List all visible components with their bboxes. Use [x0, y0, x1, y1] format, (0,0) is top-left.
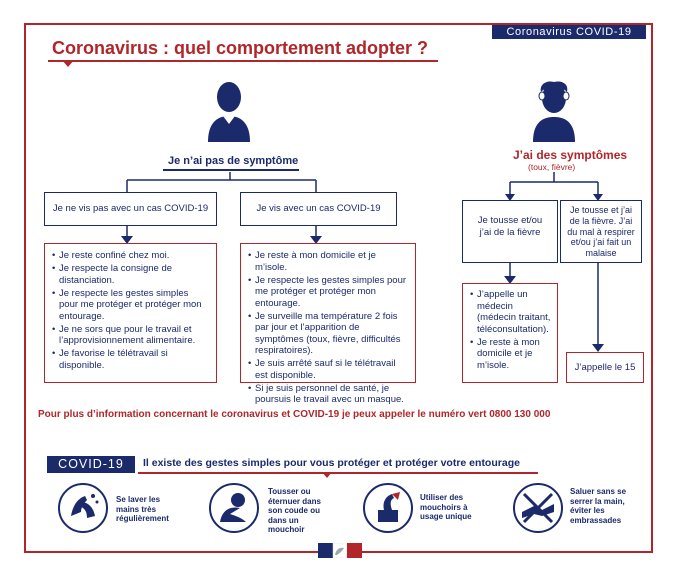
- list-item: • Je reste à mon domicile et je m’isole.: [255, 250, 409, 273]
- call-15-box: J’appelle le 15: [566, 352, 644, 383]
- actions-cough-fever: [462, 283, 558, 383]
- gesture-text: Utiliser des mouchoirs à usage unique: [420, 493, 472, 521]
- list-item: • Je ne sors que pour le travail et l’approvisionnement alimentaire.: [59, 324, 210, 347]
- hand-washing-icon: [57, 482, 109, 534]
- tissue-icon: [362, 482, 414, 534]
- list-item: • Je respecte les gestes simples pour me protéger et protéger mon entourage.: [59, 288, 210, 323]
- gesture-text: Saluer sans se serrer la main, éviter les embrassades: [570, 487, 627, 525]
- gesture-text: Se laver les mains très régulièrement: [116, 495, 169, 523]
- list-item: • Je favorise le télétravail si disponible.: [59, 348, 210, 371]
- republique-francaise-logo: [318, 543, 362, 558]
- actions-no-contact: [44, 243, 217, 383]
- no-symptom-heading: Je n’ai pas de symptôme: [168, 155, 299, 167]
- list-item: • Je surveille ma température 2 fois par jour et l’apparition de symptômes (toux, fièvre, difficultés respiratoires).: [255, 311, 409, 357]
- no-symptom-underline: [163, 169, 299, 171]
- symptom-subheading: (toux, fièvre): [528, 162, 576, 172]
- no-handshake-icon: [512, 482, 564, 534]
- list-item: • Je reste confiné chez moi.: [59, 250, 210, 262]
- list-item: • Je suis arrêté sauf si le télétravail est disponible.: [255, 358, 409, 381]
- gestures-notch: [322, 472, 332, 478]
- info-hotline: Pour plus d’information concernant le coronavirus et COVID-19 je peux appeler le numéro vert 0800 130 000: [38, 409, 551, 420]
- list-item: • Je respecte la consigne de distanciation.: [59, 263, 210, 286]
- gesture-text: Tousser ou éternuer dans son coude ou dans un mouchoir: [268, 487, 321, 534]
- list-item: • J’appelle un médecin (médecin traitant, téléconsultation).: [477, 289, 551, 335]
- list-item: • Si je suis personnel de santé, je poursuis le travail avec un masque.: [255, 383, 409, 406]
- covid-tag: COVID-19: [47, 456, 135, 473]
- gestures-underline: [138, 472, 538, 474]
- person-no-symptom-icon: [206, 80, 252, 142]
- symptom-heading: J’ai des symptômes: [513, 148, 628, 162]
- branch-no-covid-contact: Je ne vis pas avec un cas COVID-19: [44, 192, 217, 226]
- covid-header-tag: Coronavirus COVID-19: [492, 25, 646, 39]
- branch-cough-fever: Je tousse et/ou j’ai de la fièvre: [462, 200, 558, 263]
- actions-covid-contact: [240, 243, 416, 405]
- list-item: • Je respecte les gestes simples pour me protéger et protéger mon entourage.: [255, 275, 409, 310]
- list-item: • Je reste à mon domicile et je m’isole.: [477, 337, 551, 372]
- gestures-heading: Il existe des gestes simples pour vous protéger et protéger votre entourage: [143, 457, 520, 469]
- branch-covid-contact: Je vis avec un cas COVID-19: [240, 192, 397, 226]
- person-symptom-icon: [531, 80, 577, 142]
- page-title: Coronavirus : quel comportement adopter ?: [52, 38, 429, 58]
- cough-elbow-icon: [208, 482, 260, 534]
- branch-severe-symptoms: Je tousse et j’ai de la fièvre. J’ai du mal à respirer et/ou j’ai fait un malaise: [560, 200, 642, 263]
